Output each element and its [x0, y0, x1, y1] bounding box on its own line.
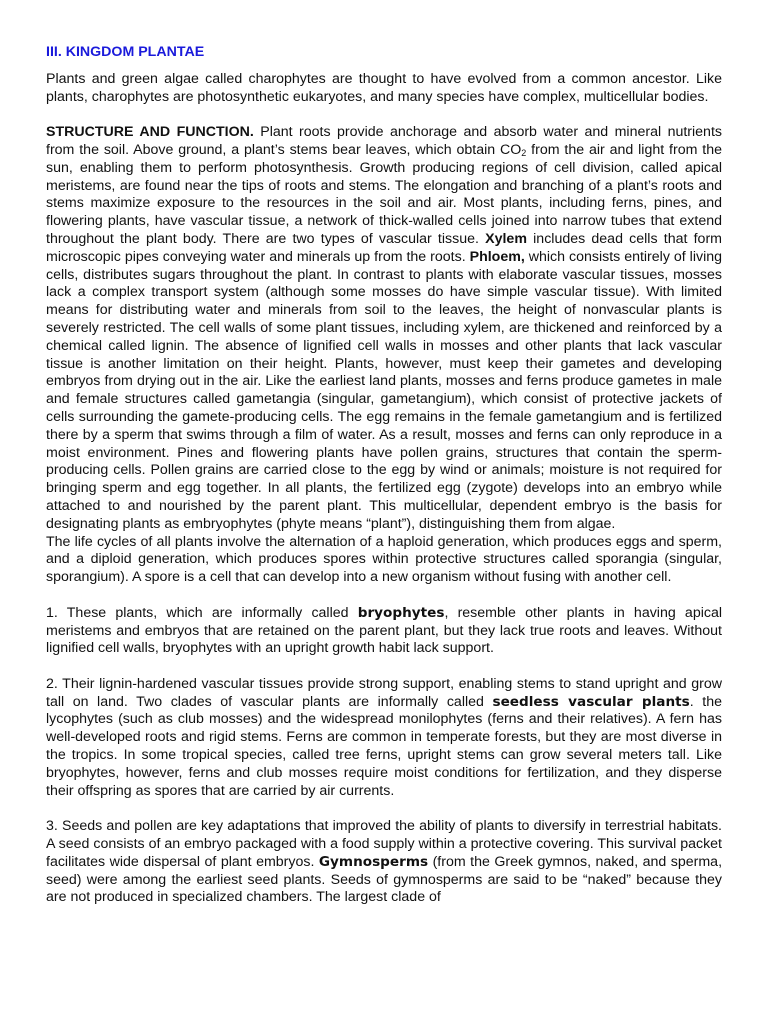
phloem-term: Phloem,	[469, 248, 525, 265]
structure-text-4: which consists entirely of living cells, distributes sugars throughout the plant. In contrast to plants with elaborate vascular tissues, mosses lack a complex transport system (although some mosses do have simple vascular tissue). With limited means for distributing water and minerals from soil to the leaves, the height of nonvascular plants is severely restricted. The cell walls of some plant tissues, including xylem, are thickened and reinforced by a chemical called lignin. The absence of lignified cell walls in mosses and other plants that lack vascular tissue is another limitation on their height. Plants, however, must keep their gametes and developing embryos from drying out in the air. Like the earliest land plants, mosses and ferns produce gametes in male and female structures called gametangia (singular, gametangium), which consist of protective jackets of cells surrounding the gamete-producing cells. The egg remains in the female gametangium and is fertilized there by a sperm that swims through a film of water. As a result, mosses and ferns can only reproduce in a moist environment. Pines and flowering plants have pollen grains, structures that contain the sperm-producing cells. Pollen grains are carried close to the egg by wind or animals; moisture is not required for bringing sperm and egg together. In all plants, the fertilized egg (zygote) develops into an embryo while attached to and nourished by the parent plant. This multicellular, dependent embryo is the basis for designating plants as embryophytes (phyte means “plant”), distinguishing them from algae.	[46, 248, 722, 532]
structure-function-label: STRUCTURE AND FUNCTION.	[46, 124, 254, 141]
document-page	[46, 44, 722, 907]
item-1-paragraph	[46, 605, 722, 658]
gymnosperms-term: Gymnosperms	[318, 853, 429, 870]
bryophytes-term: bryophytes	[357, 604, 445, 621]
co2-subscript: 2	[521, 147, 527, 158]
item-1-post: , resemble other plants in having apical meristems and embryos that are retained on the parent plant, but they lack true roots and leaves. Without lignified cell walls, bryophytes with an upright growth habit lack support.	[46, 604, 723, 657]
life-cycle-paragraph: The life cycles of all plants involve the alternation of a haploid generation, which produces eggs and sperm, and a diploid generation, which produces spores within protective structures called sporangia (singular, sporangium). A spore is a cell that can develop into a new organism without fusing with another cell.	[46, 533, 722, 586]
item-3-pre: 3. Seeds and pollen are key adaptations that improved the ability of plants to diversify in terrestrial habitats. A seed consists of an embryo packaged with a food supply within a protective covering. This survival packet facilitates wide dispersal of plant embryos.	[46, 818, 722, 870]
intro-paragraph: Plants and green algae called charophytes are thought to have evolved from a common ancestor. Like plants, charophytes are photosynthetic eukaryotes, and many species have complex, multicellular bodies.	[46, 70, 722, 105]
item-3-paragraph	[46, 818, 722, 907]
structure-text-1: Plant roots provide anchorage and absorb water and mineral nutrients from the soil. Above ground, a plant’s stems bear leaves, which obtain CO	[46, 124, 722, 158]
structure-text-2: from the air and light from the sun, enabling them to perform photosynthesis. Growth producing regions of cell division, called apical meristems, are found near the tips of roots and stems. The elongation and branching of a plant’s roots and stems maximize exposure to the resources in the soil and air. Most plants, including ferns, pines, and flowering plants, have vascular tissue, a network of thick-walled cells joined into narrow tubes that extend throughout the plant body. There are two types of vascular tissue.	[46, 141, 722, 247]
item-2-post: . the lycophytes (such as club mosses) and the widespread monilophytes (ferns and their relatives). A fern has well-developed roots and rigid stems. Ferns are common in temperate forests, but they are most diverse in the tropics. In some tropical species, called tree ferns, upright stems can grow several meters tall. Like bryophytes, however, ferns and club mosses require moist conditions for fertilization, and they disperse their offspring as spores that are carried by air currents.	[46, 693, 722, 799]
item-2-paragraph	[46, 676, 722, 801]
item-1-pre: 1. These plants, which are informally called	[46, 604, 358, 621]
xylem-term: Xylem	[485, 230, 527, 247]
item-2-pre: 2. Their lignin-hardened vascular tissues provide strong support, enabling stems to stand upright and grow tall on land. Two clades of vascular plants are informally called	[46, 675, 722, 710]
structure-text-3: includes dead cells that form microscopic pipes conveying water and minerals up from the roots.	[46, 230, 722, 265]
seedless-vascular-term: seedless vascular plants	[492, 693, 690, 710]
section-heading: III. KINGDOM PLANTAE	[46, 44, 205, 60]
item-3-post: (from the Greek gymnos, naked, and sperma, seed) were among the earliest seed plants. Seeds of gymnosperms are said to be “naked” because they are not produced in specialized chambers. The largest clade of	[46, 853, 723, 906]
structure-function-paragraph	[46, 124, 722, 533]
